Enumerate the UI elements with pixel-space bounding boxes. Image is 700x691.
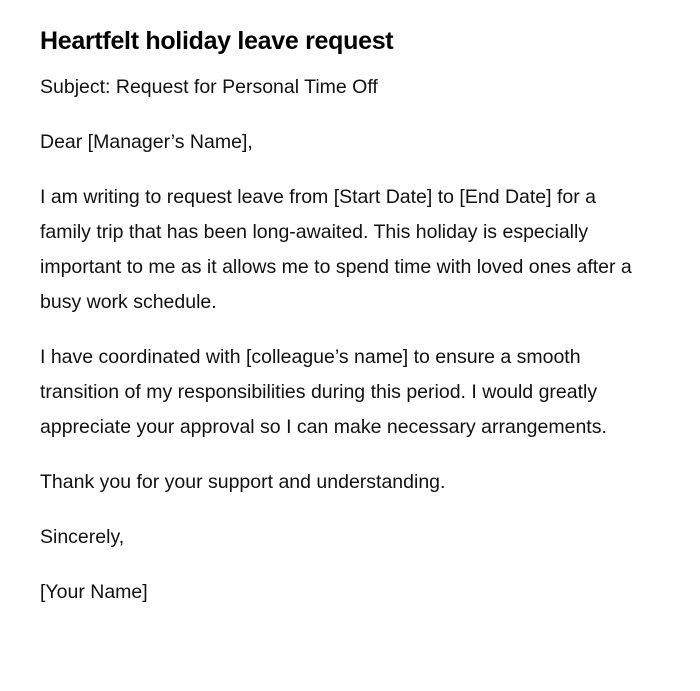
subject-line: Subject: Request for Personal Time Off <box>40 76 378 98</box>
document-title: Heartfelt holiday leave request <box>40 27 394 55</box>
closing-line: Sincerely, <box>40 526 125 548</box>
letter-document <box>40 24 650 610</box>
signature-name: [Your Name] <box>40 581 148 603</box>
salutation: Dear [Manager’s Name], <box>40 131 253 153</box>
body-paragraph-request: I am writing to request leave from [Start Date] to [End Date] for a family trip that has been long-awaited. This holiday is especially important to me as it allows me to spend time with loved ones after a busy work schedule. <box>40 186 632 313</box>
thanks-line: Thank you for your support and understanding. <box>40 471 446 493</box>
body-paragraph-coordination: I have coordinated with [colleague’s name] to ensure a smooth transition of my responsibilities during this period. I would greatly appreciate your approval so I can make necessary arrangements. <box>40 346 607 438</box>
